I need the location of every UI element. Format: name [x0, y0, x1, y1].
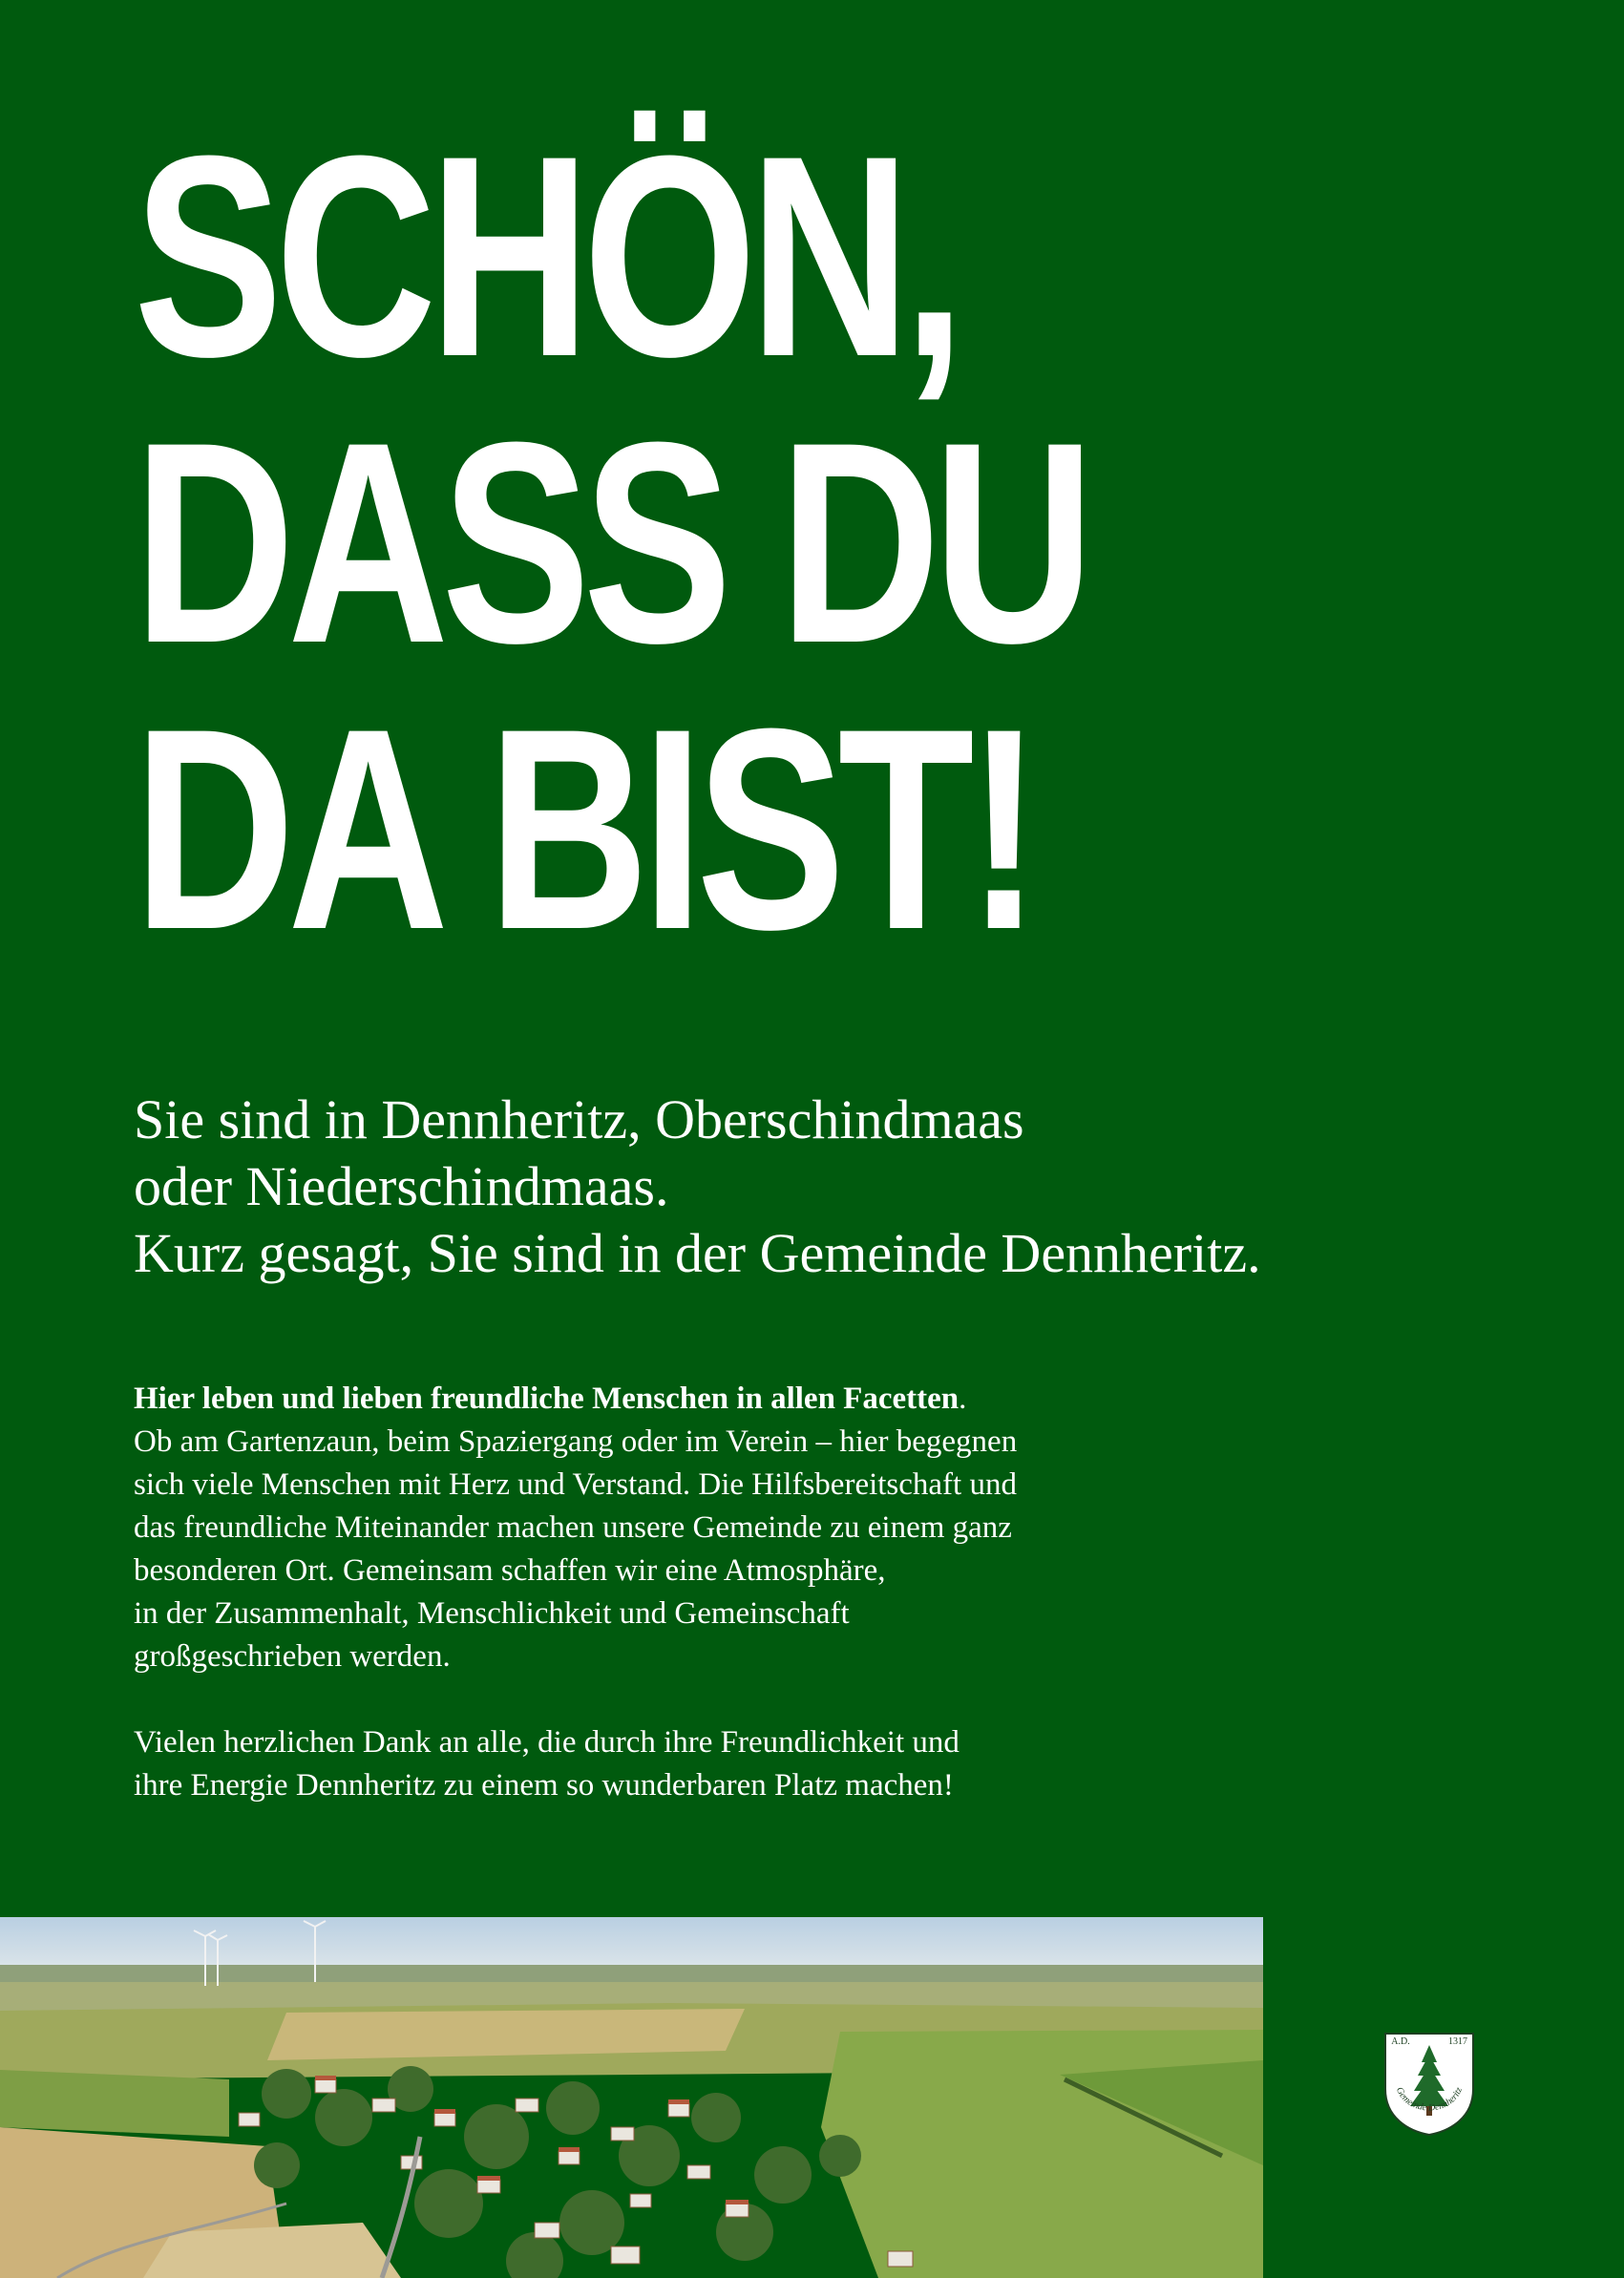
body-line: großgeschrieben werden.	[134, 1639, 451, 1674]
body-line: besonderen Ort. Gemeinsam schaffen wir eine Atmosphäre,	[134, 1553, 886, 1588]
aerial-village-photo	[0, 1917, 1263, 2278]
body-line: Ob am Gartenzaun, beim Spaziergang oder im Verein – hier begegnen	[134, 1424, 1018, 1459]
crest-arc-text: Gemeinde Dennheritz	[1393, 2085, 1466, 2114]
body-lead-punct: .	[959, 1382, 967, 1416]
body-text	[134, 1378, 1298, 1807]
headline-line-3: DA BIST!	[134, 668, 1034, 989]
body-line: in der Zusammenhalt, Menschlichkeit und Gemeinschaft	[134, 1596, 850, 1631]
municipality-crest	[1381, 2030, 1477, 2137]
body-lead-line	[134, 1378, 1298, 1421]
thanks-line: ihre Energie Dennheritz zu einem so wunderbaren Platz machen!	[134, 1768, 954, 1803]
headline-line-2: DASS DU	[134, 382, 1087, 703]
body-line: sich viele Menschen mit Herz und Verstand. Die Hilfsbereitschaft und	[134, 1467, 1017, 1502]
subhead-line-3: Kurz gesagt, Sie sind in der Gemeinde Dennheritz.	[134, 1222, 1261, 1284]
subhead	[134, 1086, 1566, 1287]
aerial-village-illustration	[0, 1917, 1263, 2278]
body-line: das freundliche Miteinander machen unsere Gemeinde zu einem ganz	[134, 1510, 1012, 1545]
subhead-line-1: Sie sind in Dennheritz, Oberschindmaas	[134, 1088, 1024, 1150]
headline	[134, 95, 1375, 989]
paragraph-spacer	[134, 1678, 1298, 1721]
thanks-line: Vielen herzlichen Dank an alle, die durch ihre Freundlichkeit und	[134, 1725, 960, 1760]
subhead-line-2: oder Niederschindmaas.	[134, 1155, 669, 1217]
crest-year: 1317	[1448, 2036, 1467, 2047]
headline-line-1: SCHÖN,	[134, 95, 959, 416]
crest-year-prefix: A.D.	[1391, 2036, 1410, 2047]
body-lead: Hier leben und lieben freundliche Menschen in allen Facetten	[134, 1382, 960, 1416]
